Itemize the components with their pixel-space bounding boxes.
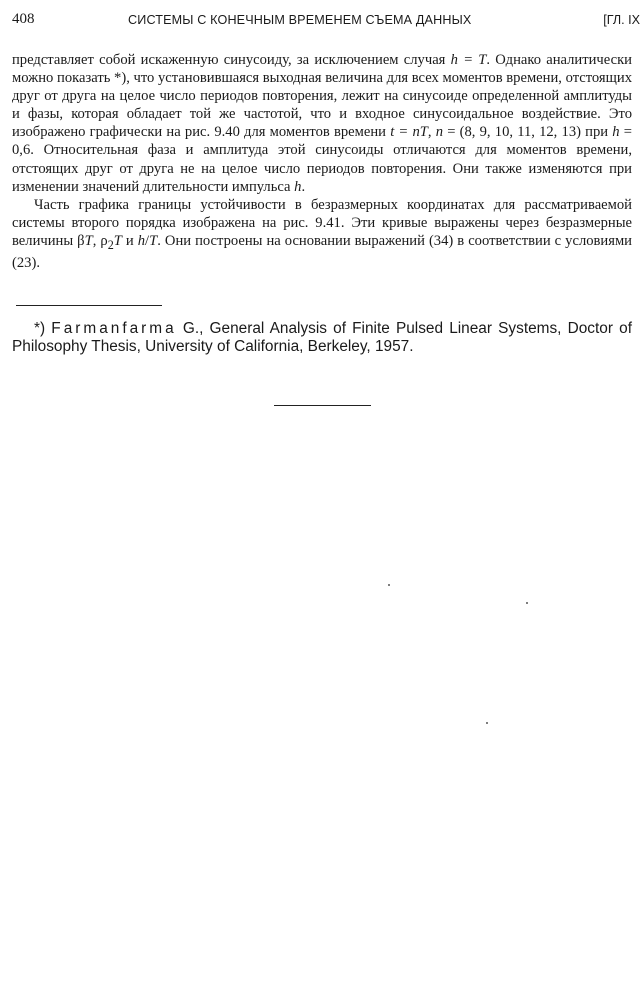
paragraph-2: Часть графика границы устойчивости в безразмерных координатах для рассматриваемой системы второго порядка изображена на рис. 9.41. Эти кривые выражены через безразмерные величины βT, $\rho_2T$ и h/T. Они построены на основании выражений (34) в соответствии с условиями (23).: [12, 196, 632, 271]
page-number: 408: [12, 11, 35, 27]
footnote-author: Farmanfarma: [51, 320, 177, 337]
scan-speck: [486, 722, 488, 724]
formula-t-equals-nT: t = nT: [390, 124, 428, 141]
scan-speck: [388, 584, 390, 586]
page-header: [12, 11, 640, 33]
footnote: [12, 320, 632, 356]
footnote-separator: [16, 305, 162, 306]
scan-speck: [526, 602, 528, 604]
formula-n: n: [435, 124, 444, 141]
formula-h: h: [137, 232, 146, 249]
footnote-citation: G., General Analysis of Finite Pulsed Linear Systems, Doctor of Philosophy Thesis, University of California, Berkeley, 1957.: [12, 320, 632, 355]
formula-h: h: [294, 178, 302, 195]
footnote-marker: *): [34, 320, 52, 337]
formula-T: T: [113, 232, 122, 249]
chapter-reference: [ГЛ. IX: [603, 13, 640, 27]
paragraph-1: представляет собой искаженную синусоиду, за исключением случая h = T. Однако аналитически можно показать *), что установившаяся выходная величина для всех моментов времени, отстоящих друг от друга на целое число периодов повторения, лежит на синусоиде определенной амплитуды и фазы, которая обладает той же частотой, что и входное синусоидальное воздействие. Это изображено графически на рис. 9.40 для моментов времени t = nT, n = (8, 9, 10, 11, 12, 13) при h = 0,6. Относительная фаза и амплитуда этой синусоиды отличаются для моментов времени, отстоящих друг от друга не на целое число периодов повторения. Они также изменяются при изменении значений длительности импульса h.: [12, 52, 632, 195]
formula-h-equals-T: h = T: [450, 52, 487, 68]
formula-h: h: [612, 124, 620, 141]
section-end-rule: [274, 405, 371, 406]
subscript-2: 2: [107, 237, 114, 252]
body-text: [12, 51, 632, 272]
running-title: СИСТЕМЫ С КОНЕЧНЫМ ВРЕМЕНЕМ СЪЕМА ДАННЫХ: [128, 13, 472, 27]
formula-T: T: [84, 232, 93, 249]
formula-T: T: [149, 232, 158, 249]
